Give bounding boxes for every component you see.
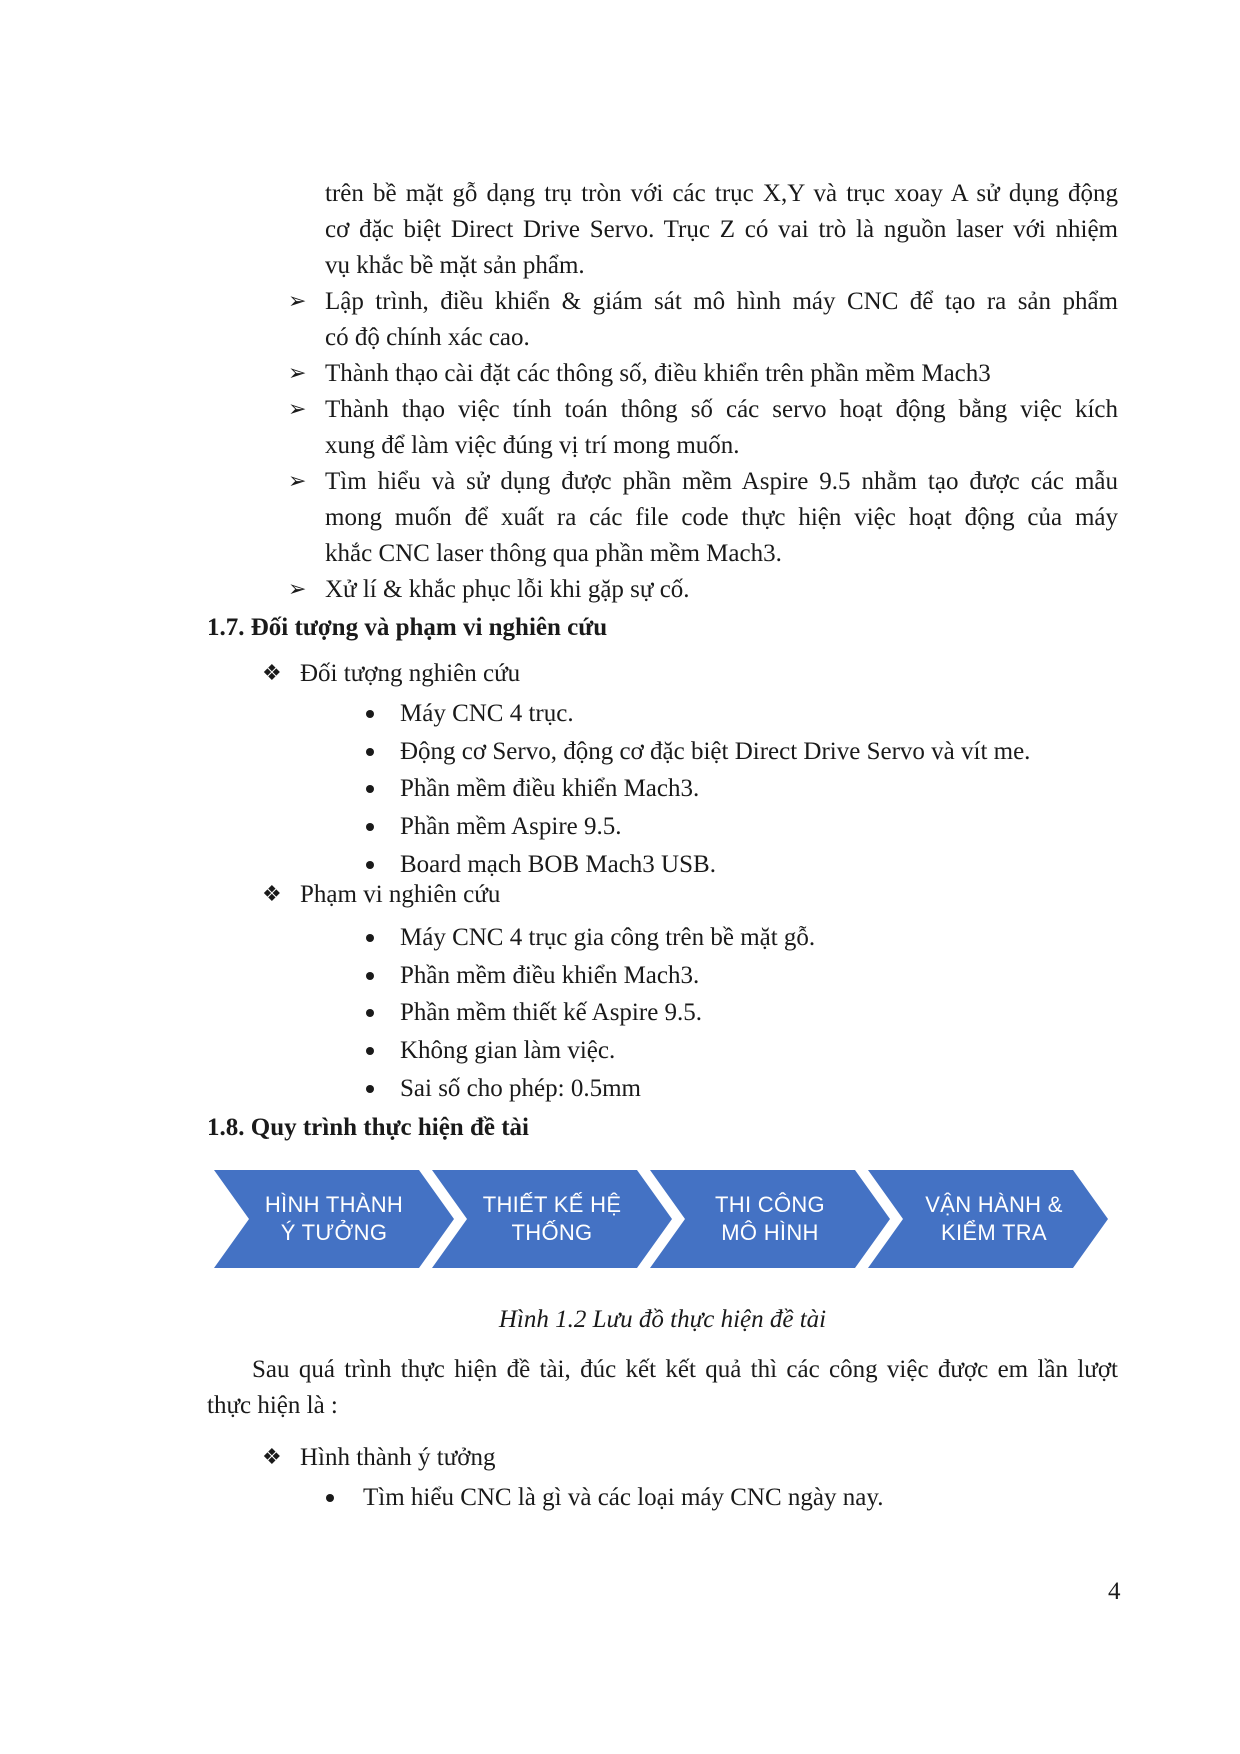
- subject-item: Phần mềm điều khiển Mach3.: [400, 775, 700, 802]
- subject-item: Phần mềm Aspire 9.5.: [400, 813, 622, 840]
- arrow-bullet-icon: ➢: [288, 397, 307, 422]
- flow-step-label: HÌNH THÀNH Ý TƯỞNG: [264, 1192, 404, 1245]
- bullet-dot-icon: [326, 1494, 334, 1502]
- flow-step-label: THI CÔNG MÔ HÌNH: [715, 1192, 825, 1245]
- objective-1-line-3: vụ khắc bề mặt sản phẩm.: [325, 252, 585, 279]
- bullet-dot-icon: [366, 861, 374, 869]
- figure-caption: Hình 1.2 Lưu đồ thực hiện đề tài: [498, 1306, 827, 1333]
- idea-item: Tìm hiểu CNC là gì và các loại máy CNC ngày nay.: [363, 1484, 884, 1511]
- objective-2-line-2: có độ chính xác cao.: [325, 324, 530, 351]
- scope-item: Phần mềm thiết kế Aspire 9.5.: [400, 999, 703, 1026]
- arrow-bullet-icon: ➢: [288, 469, 307, 494]
- bullet-dot-icon: [366, 785, 374, 793]
- scope-item: Phần mềm điều khiển Mach3.: [400, 962, 700, 989]
- subject-label: Đối tượng nghiên cứu: [300, 660, 521, 687]
- bullet-dot-icon: [366, 1009, 374, 1017]
- objective-5-line-2: mong muốn để xuất ra các file code thực hiện việc hoạt động của máy: [325, 504, 1118, 531]
- diamond-bullet-icon: ❖: [262, 882, 282, 907]
- objective-6: Xử lí & khắc phục lỗi khi gặp sự cố.: [325, 576, 690, 603]
- section-1-7-heading: 1.7. Đối tượng và phạm vi nghiên cứu: [207, 614, 608, 641]
- bullet-dot-icon: [366, 1085, 374, 1093]
- bullet-dot-icon: [366, 1047, 374, 1055]
- bullet-dot-icon: [366, 934, 374, 942]
- idea-label: Hình thành ý tưởng: [300, 1444, 496, 1471]
- bullet-dot-icon: [366, 823, 374, 831]
- bullet-dot-icon: [366, 710, 374, 718]
- flow-step-label: VẬN HÀNH & KIỂM TRA: [925, 1192, 1063, 1245]
- bullet-dot-icon: [366, 748, 374, 756]
- arrow-bullet-icon: ➢: [288, 361, 307, 386]
- arrow-bullet-icon: ➢: [288, 577, 307, 602]
- subject-item: Máy CNC 4 trục.: [400, 700, 574, 727]
- diamond-bullet-icon: ❖: [262, 661, 282, 686]
- objective-5-line-3: khắc CNC laser thông qua phần mềm Mach3.: [325, 540, 782, 567]
- subject-item: Động cơ Servo, động cơ đặc biệt Direct Drive Servo và vít me.: [400, 738, 1031, 765]
- scope-item: Máy CNC 4 trục gia công trên bề mặt gỗ.: [400, 924, 816, 951]
- intro-paragraph-line-1: Sau quá trình thực hiện đề tài, đúc kết kết quả thì các công việc được em lần lượt: [252, 1356, 1118, 1383]
- flow-step-label: THIẾT KẾ HỆ THỐNG: [482, 1192, 622, 1245]
- objective-4-line-1: Thành thạo việc tính toán thông số các servo hoạt động bằng việc kích: [325, 396, 1118, 423]
- objective-4-line-2: xung để làm việc đúng vị trí mong muốn.: [325, 432, 740, 459]
- scope-item: Không gian làm việc.: [400, 1037, 616, 1064]
- bullet-dot-icon: [366, 972, 374, 980]
- scope-item: Sai số cho phép: 0.5mm: [400, 1075, 641, 1102]
- objective-2-line-1: Lập trình, điều khiển & giám sát mô hình máy CNC để tạo ra sản phẩm: [325, 288, 1118, 315]
- objective-3: Thành thạo cài đặt các thông số, điều khiển trên phần mềm Mach3: [325, 360, 991, 387]
- process-flowchart: [214, 1170, 1114, 1268]
- intro-paragraph-line-2: thực hiện là :: [207, 1392, 338, 1419]
- objective-5-line-1: Tìm hiểu và sử dụng được phần mềm Aspire 9.5 nhằm tạo được các mẫu: [325, 468, 1118, 495]
- objective-1-line-1: trên bề mặt gỗ dạng trụ tròn với các trục X,Y và trục xoay A sử dụng động: [325, 180, 1118, 207]
- diamond-bullet-icon: ❖: [262, 1445, 282, 1470]
- section-1-8-heading: 1.8. Quy trình thực hiện đề tài: [207, 1114, 529, 1141]
- scope-label: Phạm vi nghiên cứu: [300, 881, 501, 908]
- objective-1-line-2: cơ đặc biệt Direct Drive Servo. Trục Z có vai trò là nguồn laser với nhiệm: [325, 216, 1118, 243]
- subject-item: Board mạch BOB Mach3 USB.: [400, 851, 716, 878]
- arrow-bullet-icon: ➢: [288, 289, 307, 314]
- page-number: 4: [1108, 1578, 1121, 1605]
